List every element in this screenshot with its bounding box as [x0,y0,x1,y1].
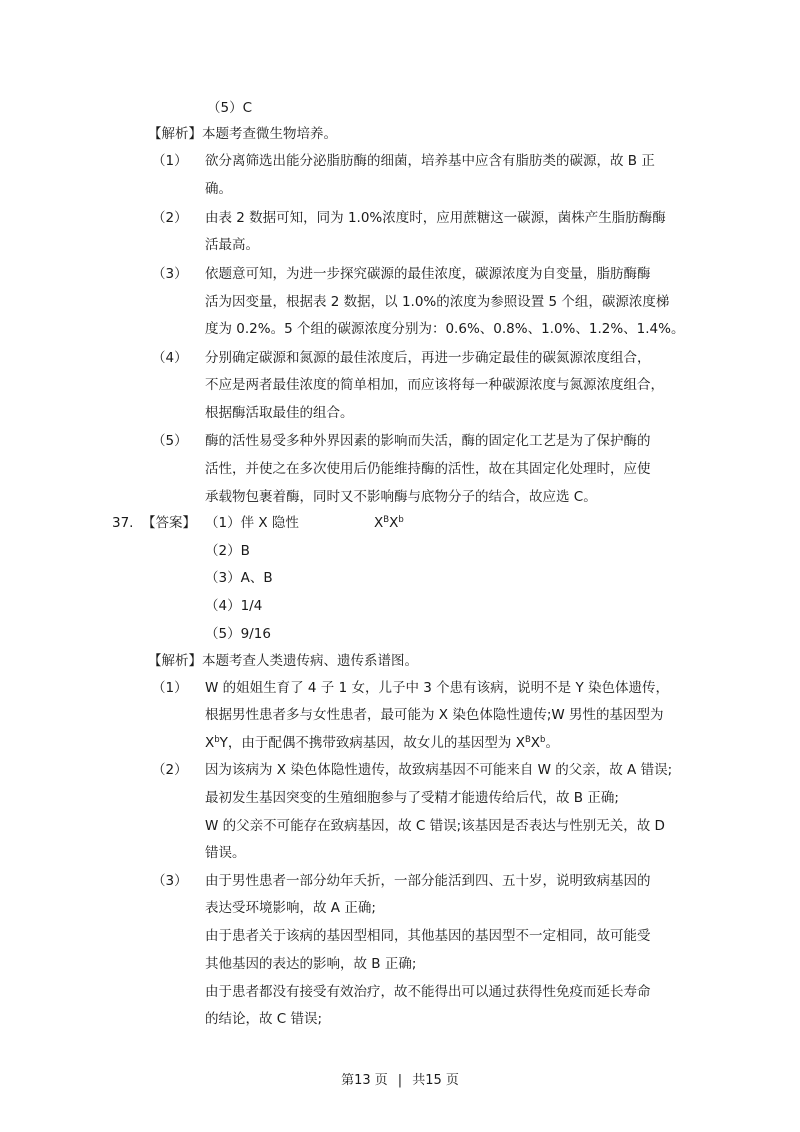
page-current: 第13 页 [341,1073,388,1088]
item-line: 错误。 [205,845,246,861]
item-number: （3） [152,873,188,889]
item-number: （4） [152,350,188,366]
item-line: 最初发生基因突变的生殖细胞参与了受精才能遗传给后代，故 B 正确; [205,790,619,806]
item-number: （3） [152,266,188,282]
page-footer [0,1072,800,1090]
item-line: 依题意可知，为进一步探究碳源的最佳浓度，碳源浓度为自变量，脂肪酶酶 [205,266,651,282]
item-line: 由表 2 数据可知，同为 1.0%浓度时，应用蔗糖这一碳源，菌株产生脂肪酶酶 [205,210,666,226]
answer-label: 【答案】 [142,515,196,531]
page-total: 共15 页 [412,1073,459,1088]
item-line: 的结论，故 C 错误; [205,1011,323,1027]
item-line: 因为该病为 X 染色体隐性遗传，故致病基因不可能来自 W 的父亲，故 A 错误; [205,762,673,778]
item-number: （5） [152,433,188,449]
item-line: 活最高。 [205,237,259,253]
answer-1-genotype: $X^BX^b$ [374,515,404,531]
item-line: 活性，并使之在多次使用后仍能维持酶的活性，故在其固定化处理时，应使 [205,461,651,477]
analysis-heading: 【解析】本题考查人类遗传病、遗传系谱图。 [148,653,418,669]
item-line: 其他基因的表达的影响，故 B 正确; [205,956,417,972]
item-line: 根据酶活取最佳的组合。 [205,405,354,421]
item-line: 由于患者都没有接受有效治疗，故不能得出可以通过获得性免疫而延长寿命 [205,984,651,1000]
item-line: 承载物包裹着酶，同时又不影响酶与底物分子的结合，故应选 C。 [205,489,597,505]
item-number: （2） [152,210,188,226]
item-line: 根据男性患者多与女性患者，最可能为 X 染色体隐性遗传;W 男性的基因型为 [205,707,664,723]
item-number: （1） [152,680,188,696]
footer-separator: | [397,1073,403,1088]
item-line: 不应是两者最佳浓度的简单相加，而应该将每一种碳源浓度与氮源浓度组合， [205,377,664,393]
item-line: W 的父亲不可能存在致病基因，故 C 错误;该基因是否表达与性别无关，故 D [205,818,665,834]
item-line: 表达受环境影响，故 A 正确; [205,900,376,916]
answer-4-text: （4）1/4 [205,598,263,614]
analysis-heading: 【解析】本题考查微生物培养。 [148,126,337,142]
item-line: 度为 0.2%。5 个组的碳源浓度分别为：0.6%、0.8%、1.0%、1.2%、1.4%。 [205,321,685,337]
item-line: 酶的活性易受多种外界因素的影响而失活，酶的固定化工艺是为了保护酶的 [205,433,651,449]
item-line: W 的姐姐生育了 4 子 1 女，儿子中 3 个患有该病，说明不是 Y 染色体遗传， [205,680,669,696]
item-line: 确。 [205,181,232,197]
answer-1-text: （1）伴 X 隐性 [205,515,299,531]
answer-3-text: （3）A、B [205,570,273,586]
item-line: 由于患者关于该病的基因型相同，其他基因的基因型不一定相同，故可能受 [205,928,651,944]
item-line: 活为因变量，根据表 2 数据，以 1.0%的浓度为参照设置 5 个组，碳源浓度梯 [205,294,670,310]
question-number: 37. [112,515,134,531]
item-number: （2） [152,762,188,778]
item-line-genotype: $X^bY$，由于配偶不携带致病基因，故女儿的基因型为 $X^BX^b$。 [205,735,559,751]
item-number: （1） [152,153,188,169]
answer-5-text: （5）9/16 [205,626,271,642]
item-line: 由于男性患者一部分幼年夭折，一部分能活到四、五十岁，说明致病基因的 [205,873,651,889]
item-line: 欲分离筛选出能分泌脂肪酶的细菌，培养基中应含有脂肪类的碳源，故 B 正 [205,153,655,169]
answer-5-text: （5）C [207,100,253,116]
answer-2-text: （2）B [205,543,250,559]
item-line: 分别确定碳源和氮源的最佳浓度后，再进一步确定最佳的碳氮源浓度组合， [205,350,651,366]
